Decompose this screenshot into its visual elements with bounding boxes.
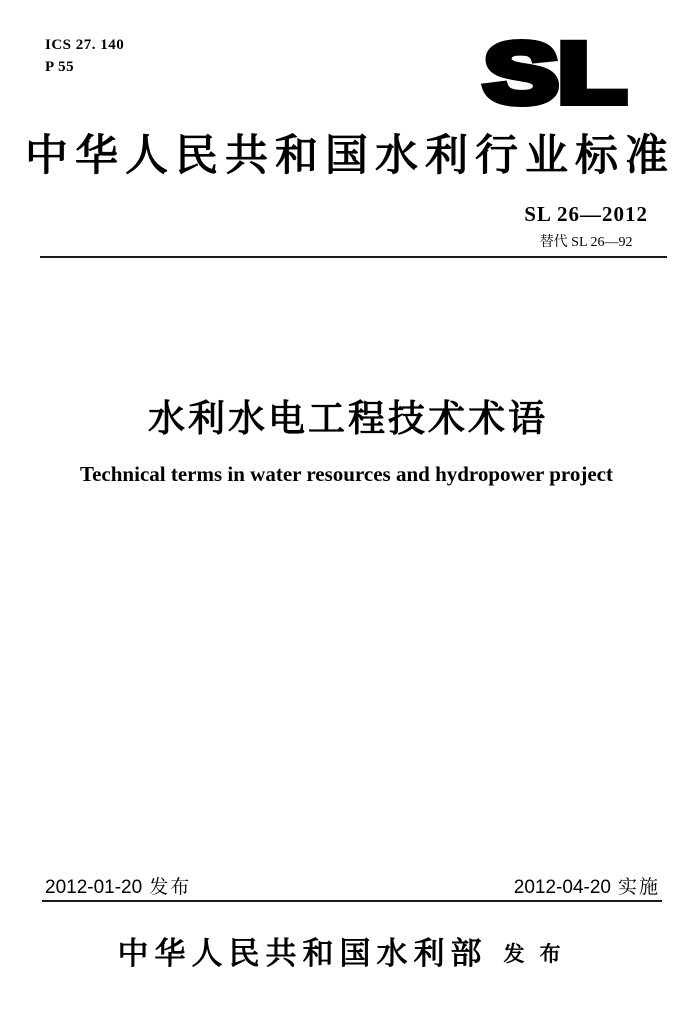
issue-date [45,872,191,899]
divider-top [40,256,667,258]
document-title-en: Technical terms in water resources and hydropower project [80,462,613,486]
series-title: 中华人民共和国水利行业标准 [25,133,675,180]
dates-row [45,872,660,899]
publisher-action: 发布 [503,943,576,966]
replaces-note: 替代 SL 26—92 [539,235,633,250]
publisher-name: 中华人民共和国水利部 [117,936,488,971]
implement-date-value: 2012-04-20 [513,877,611,898]
issue-date-label: 发布 [149,877,192,898]
publisher-row [0,928,693,973]
standard-number-block [524,202,648,251]
ics-code: ICS 27. 140 [45,37,125,53]
standard-number: SL 26—2012 [524,202,648,226]
implement-date [514,872,660,899]
issue-date-value: 2012-01-20 [45,877,143,898]
ics-block [45,34,124,78]
document-title-cn: 水利水电工程技术术语 [148,398,548,439]
divider-bottom [42,900,662,902]
sl-logo-text: SL [484,30,626,110]
sl-logo [475,30,635,110]
implement-date-label: 实施 [617,877,660,898]
class-code: P 55 [45,59,75,75]
